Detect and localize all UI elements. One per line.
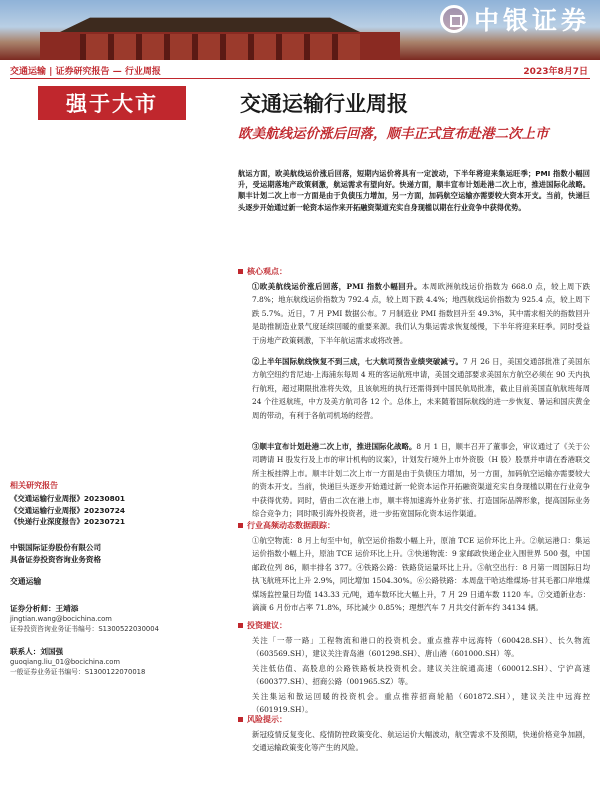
risk-text: 新冠疫情反复变化、疫情防控政策变化、航运运价大幅波动，航空需求不及预期，快递价格竞争加剧，交通运输政策变化等产生的风险。 xyxy=(252,730,590,753)
analyst-2-name: 联系人：刘国强 xyxy=(10,646,64,656)
core-point-1-head: ①欧美航线运价涨后回落，PMI 指数小幅回升。 xyxy=(252,282,422,291)
analyst-2-cert: 一般证券业务证书编号：S1300122070018 xyxy=(10,667,146,676)
related-report-item: 《交通运输行业周报》20230801 xyxy=(10,494,126,503)
firm-qualification: 中银国际证券股份有限公司 具备证券投资咨询业务资格 xyxy=(10,542,102,564)
related-report-item: 《交通运输行业周报》20230724 xyxy=(10,505,126,515)
core-point-1 xyxy=(252,280,590,347)
report-subtitle: 欧美航线运价涨后回落，顺丰正式宣布赴港二次上市 xyxy=(238,126,549,142)
brand-name: 中银证券 xyxy=(473,6,590,35)
report-date: 2023年8月7日 xyxy=(523,67,588,77)
sidebar xyxy=(10,480,210,677)
section-data-label: 行业高频动态数据跟踪： xyxy=(247,521,335,530)
breadcrumb: 交通运输 | 证券研究报告 — 行业周报 xyxy=(10,67,161,77)
core-point-3 xyxy=(252,440,590,520)
analyst-1-email[interactable]: jingtian.wang@bocichina.com xyxy=(10,614,112,623)
invest-bullet-1: 关注「一带一路」工程物流和港口的投资机会。重点推荐中远海特（600428.SH）、长久物流（603569.SH），建议关注青岛港（601298.SH）、唐山港（601000.SH）等。 xyxy=(252,636,590,659)
palace-columns-graphic xyxy=(80,34,360,60)
rating-badge: 强于大市 xyxy=(38,86,186,120)
section-risk-label: 风险提示： xyxy=(247,715,287,724)
analyst-2-email[interactable]: guoqiang.liu_01@bocichina.com xyxy=(10,657,121,666)
core-point-2-body: 7 月 26 日，美国交通部批准了美国东方航空纽约肯尼迪-上海浦东每周 4 班的客运航班申请，美国交通部要求美国东方航空必须在 90 天内执行航班，超过期限批准将失效，且该航班的执行还需得到中国民航局批准，截止目前美国直航航班每周 24 个往返航班，中方及美方航司各 12 个。总体上，未来随着国际航线的进一步恢复、暑运和国庆黄金周的带动，有利于各航司机场的经营。 xyxy=(252,357,590,420)
core-point-2 xyxy=(252,355,590,422)
sector-label: 交通运输 xyxy=(10,576,42,586)
data-tracking-text: ①航空物流：8 月上旬至中旬，航空运价指数小幅上升，原油 TCE 运价环比上升。②航运港口：集运运价指数小幅上升，原油 TCE 运价环比上升。③快递物流：9 家邮政快递企业入围世界 500 强，中国邮政位列 86，顺丰排名 377。④铁路公路：铁路货运量环比上升。⑤航空出行：8 月第一周国际日均执飞航班环比上升 2.9%，同比增加 1504.30%。⑥公路铁路：本周盘干哈达维煤场-甘其毛都口岸堆煤煤场监控量日均值 143.33 元/吨，通车数环比大幅上升，7 月 29 日通车数 1120 车。⑦交通新业态：滴滴 6 月份市占率 71.8%，环比减少 0.85%；理想汽车 7 月共交付新车约 34134 辆。 xyxy=(252,536,590,613)
header-banner xyxy=(0,0,600,60)
invest-bullet-2: 关注低估值、高股息的公路铁路板块投资机会。建议关注皖通高速（600012.SH）、宁沪高速（600377.SH）、招商公路（001965.SZ）等。 xyxy=(252,664,590,687)
header-divider xyxy=(10,78,590,79)
invest-bullet-3: 关注集运和散运回暖的投资机会。重点推荐招商轮船（601872.SH），建议关注中远海控（601919.SH）。 xyxy=(252,692,590,715)
brand xyxy=(440,2,590,36)
section-core-heading xyxy=(238,266,287,277)
section-invest-label: 投资建议： xyxy=(247,621,287,630)
section-marker-icon xyxy=(238,523,243,528)
related-report-item: 《快递行业深度报告》20230721 xyxy=(10,517,126,526)
abstract: 航运方面，欧美航线运价涨后回落，短期内运价将具有一定波动，下半年将迎来集运旺季；PMI 指数小幅回升，受运期落地产政策刺激，航运需求有望向好。快递方面，顺丰宣布计划赴港二次上市，推进国际化战略。顺丰计划二次上市一方面是由于负债压力增加，另一方面，加码航空运输亦需要较大资本开支。当前，快递巨头逐步开始通过新一轮资本运作来开拓融资渠道充实自身现槛以期在行业竞争中获得优势。 xyxy=(238,169,590,212)
boc-logo-icon xyxy=(440,5,468,33)
core-point-1-body: 本周欧洲航线运价指数为 668.0 点，较上周下跌 7.8%；地东航线运价指数为 792.4 点，较上周下跌 4.4%；地西航线运价指数为 925.4 点，较上周下跌 5.7%。近日，7 月 PMI 数据公布。7 月制造业 PMI 指数回升至 49.3%，其中需求相关的指数回升是助推制造业景气度延续回暖的重要来源。我们认为集运需求恢复缓慢，下半年将迎来旺季。同时受益于房地产政策刺激，下半年航运需求或将改善。 xyxy=(252,282,590,345)
core-point-2-head: ②上半年国际航线恢复不到三成，七大航司预告业绩突破减亏。 xyxy=(252,357,464,366)
section-core-label: 核心观点： xyxy=(247,267,287,276)
analyst-1-cert: 证券投资咨询业务证书编号：S1300522030004 xyxy=(10,624,159,633)
core-point-3-head: ③顺丰宣布计划赴港二次上市，推进国际化战略。 xyxy=(252,442,417,451)
section-risk-heading xyxy=(238,714,287,725)
section-marker-icon xyxy=(238,623,243,628)
palace-roof-graphic xyxy=(60,14,360,32)
analyst-1-name: 证券分析师：王靖添 xyxy=(10,603,79,613)
section-marker-icon xyxy=(238,717,243,722)
section-marker-icon xyxy=(238,269,243,274)
related-reports-heading: 相关研究报告 xyxy=(10,481,58,490)
report-title: 交通运输行业周报 xyxy=(240,92,408,116)
section-data-heading xyxy=(238,520,335,531)
core-point-3-body: 8 月 1 日，顺丰召开了董事会，审议通过了《关于公司聘请 H 股发行及上市的审计机构的议案》，计划发行境外上市外资股（H 股）股票并申请在香港联交所主板挂牌上市。顺丰计划二次上市一方面是由于负债压力增加，另一方面，加码航空运输亦需要较大的资本开支。当前，快递巨头逐步开始通过新一轮资本运作开拓融资渠道充实自身现槛以期在行业竞争中获得优势。同时，借由二次在港上市，顺丰将加速海外业务扩张、打造国际品牌形象，提高国际业务综合竞争力；同时吸引海外投资者，进一步拓宽国际化资本运作渠道。 xyxy=(252,442,590,519)
section-invest-heading xyxy=(238,620,287,631)
